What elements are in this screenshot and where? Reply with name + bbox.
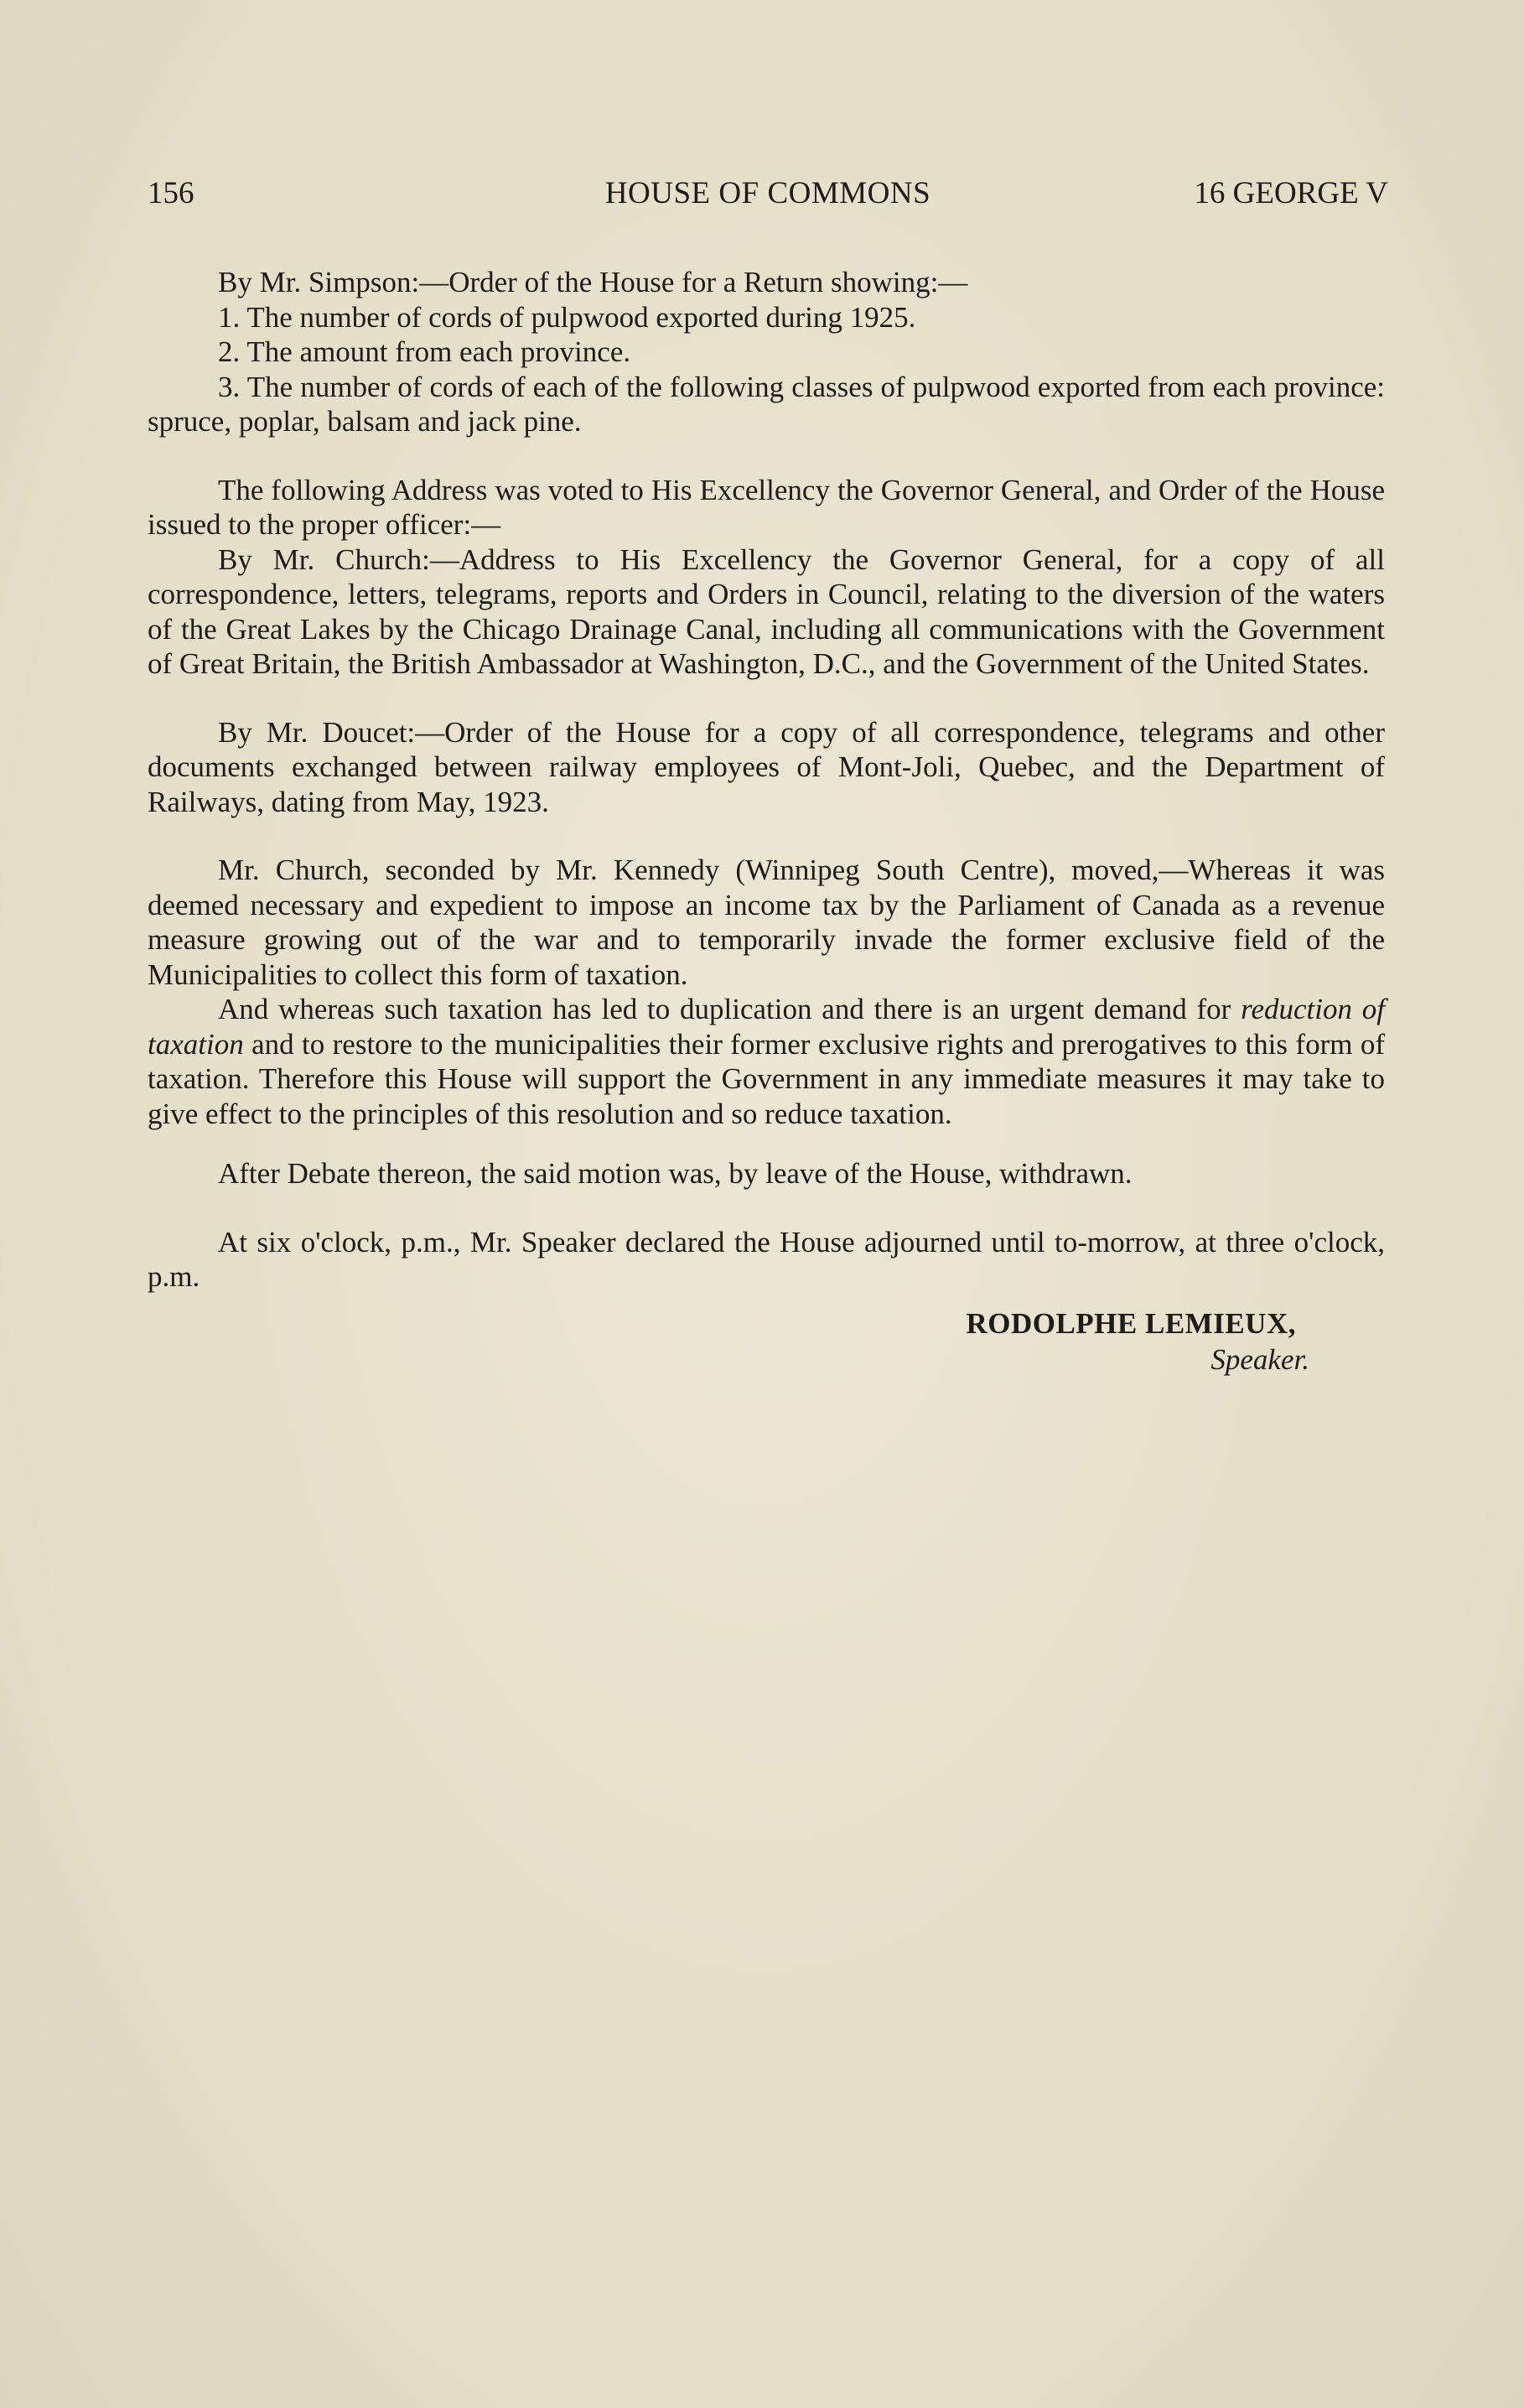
address-intro: The following Address was voted to His Excellency the Governor General, and Order of the House issued to the proper officer:— bbox=[148, 473, 1385, 541]
page-header bbox=[148, 173, 1388, 215]
doucet-order: By Mr. Doucet:—Order of the House for a copy of all correspondence, telegrams and other documents exchanged between railway employees of Mont-Joli, Quebec, and the Department of Railways, dating from May, 1923. bbox=[148, 715, 1385, 818]
simpson-order: By Mr. Simpson:—Order of the House for a Return showing:— bbox=[218, 266, 968, 298]
motion-whereas-italic: reduction of taxation bbox=[148, 993, 1385, 1061]
adjournment: At six o'clock, p.m., Mr. Speaker declared the House adjourned until to-morrow, at three o'clock, p.m. bbox=[148, 1225, 1385, 1293]
simpson-item-3: 3. The number of cords of each of the following classes of pulpwood exported from each province: spruce, poplar, balsam and jack pine. bbox=[148, 370, 1385, 438]
journal-title: HOUSE OF COMMONS bbox=[604, 176, 931, 210]
simpson-item-1: 1. The number of cords of pulpwood exported during 1925. bbox=[218, 300, 916, 334]
regnal-year: 16 GEORGE V bbox=[1194, 176, 1388, 210]
motion-whereas bbox=[148, 992, 1385, 1131]
church-motion: Mr. Church, seconded by Mr. Kennedy (Winnipeg South Centre), moved,—Whereas it was deemed necessary and expedient to impose an income tax by the Parliament of Canada as a revenue measure growing out of the war and to temporarily invade the former exclusive field of the Municipalities to collect this form of taxation. bbox=[148, 854, 1385, 991]
speaker-signature: RODOLPHE LEMIEUX, bbox=[966, 1306, 1296, 1340]
motion-whereas-text-2: and to restore to the municipalities their former exclusive rights and prerogatives to this form of taxation. Therefore this House will support the Government in any immediate measures it may take to give effect to the principles of this resolution and so reduce taxation. bbox=[148, 1027, 1385, 1130]
simpson-item-2: 2. The amount from each province. bbox=[218, 335, 631, 368]
church-address: By Mr. Church:—Address to His Excellency the Governor General, for a copy of all correspondence, letters, telegrams, reports and Orders in Council, relating to the diversion of the waters of the Great Lakes by the Chicago Drainage Canal, including all communications with the Government of Great Britain, the British Ambassador at Washington, D.C., and the Government of the United States. bbox=[148, 542, 1385, 680]
page-number: 156 bbox=[148, 176, 194, 210]
speaker-title: Speaker. bbox=[1210, 1343, 1309, 1376]
motion-whereas-text-1: And whereas such taxation has led to duplication and there is an urgent demand for bbox=[218, 993, 1241, 1025]
journal-body bbox=[148, 265, 1385, 1378]
debate-withdrawn: After Debate thereon, the said motion was, by leave of the House, withdrawn. bbox=[218, 1157, 1133, 1190]
